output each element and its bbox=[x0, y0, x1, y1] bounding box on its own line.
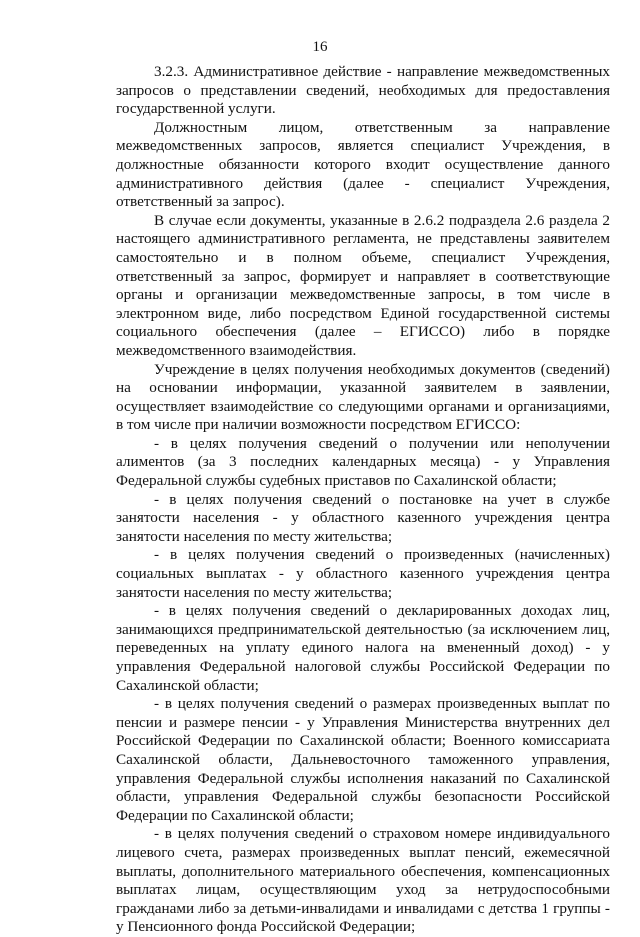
list-item-declared-income: - в целях получения сведений о декларированных доходах лиц, занимающихся предпринимательской деятельностью (за исключением лиц, переведенных на уплату единого налога на вмененный доход) - у управления Федеральной налоговой службы Российской Федерации по Сахалинской области; bbox=[116, 602, 610, 694]
list-item-alimony: - в целях получения сведений о получении или неполучении алиментов (за 3 последних календарных месяца) - у Управления Федеральной службы судебных приставов по Сахалинской области; bbox=[116, 434, 610, 490]
list-item-pension-amounts: - в целях получения сведений о размерах произведенных выплат по пенсии и размере пенсии - у Управления Министерства внутренних дел Российской Федерации по Сахалинской области; Военного комиссариата Сахалинской области, Дальневосточного таможенного управления, управления Федеральной службы исполнения наказаний по Сахалинской области, управления Федеральной службы безопасности Российской Федерации по Сахалинской области; bbox=[116, 695, 610, 824]
list-item-social-payments: - в целях получения сведений о произведенных (начисленных) социальных выплатах - у областного казенного учреждения центра занятости населения по месту жительства; bbox=[116, 546, 610, 601]
list-item-insurance-number: - в целях получения сведений о страховом номере индивидуального лицевого счета, размерах произведенных выплат пенсий, ежемесячной выплаты, дополнительного материального обеспечения, компенсационных выплатах лицам, осуществляющим уход за нетрудоспособными гражданами либо за детьми-инвалидами и инвалидами с детства 1 группы - у Пенсионного фонда Российской Федерации; bbox=[116, 825, 610, 936]
list-item-employment-registration: - в целях получения сведений о постановке на учет в службе занятости населения - у областного казенного учреждения центра занятости населения по месту жительства; bbox=[116, 490, 610, 545]
paragraph-interaction-bodies: Учреждение в целях получения необходимых документов (сведений) на основании информации, указанной заявителем в заявлении, осуществляет взаимодействие со следующими органами и организациями, в том числе при наличии возможности посредством ЕГИССО: bbox=[116, 360, 610, 434]
paragraph-responsible-person: Должностным лицом, ответственным за направление межведомственных запросов, является специалист Учреждения, в должностные обязанности которого входит осуществление данного административного действия (далее - специалист Учреждения, ответственный за запрос). bbox=[116, 118, 610, 211]
page-number: 16 bbox=[312, 39, 328, 55]
paragraph-section-heading: 3.2.3. Административное действие - направление межведомственных запросов о представлении сведений, необходимых для предоставления государственной услуги. bbox=[116, 63, 610, 118]
document-body bbox=[116, 63, 610, 937]
paragraph-request-procedure: В случае если документы, указанные в 2.6.2 подраздела 2.6 раздела 2 настоящего административного регламента, не представлены заявителем самостоятельно и в полном объеме, специалист Учреждения, ответственный за запрос, формирует и направляет в соответствующие органы и организации межведомственные запросы, в том числе в электронном виде, либо посредством Единой государственной системы социального обеспечения (далее – ЕГИССО) либо в порядке межведомственного взаимодействия. bbox=[116, 211, 610, 359]
